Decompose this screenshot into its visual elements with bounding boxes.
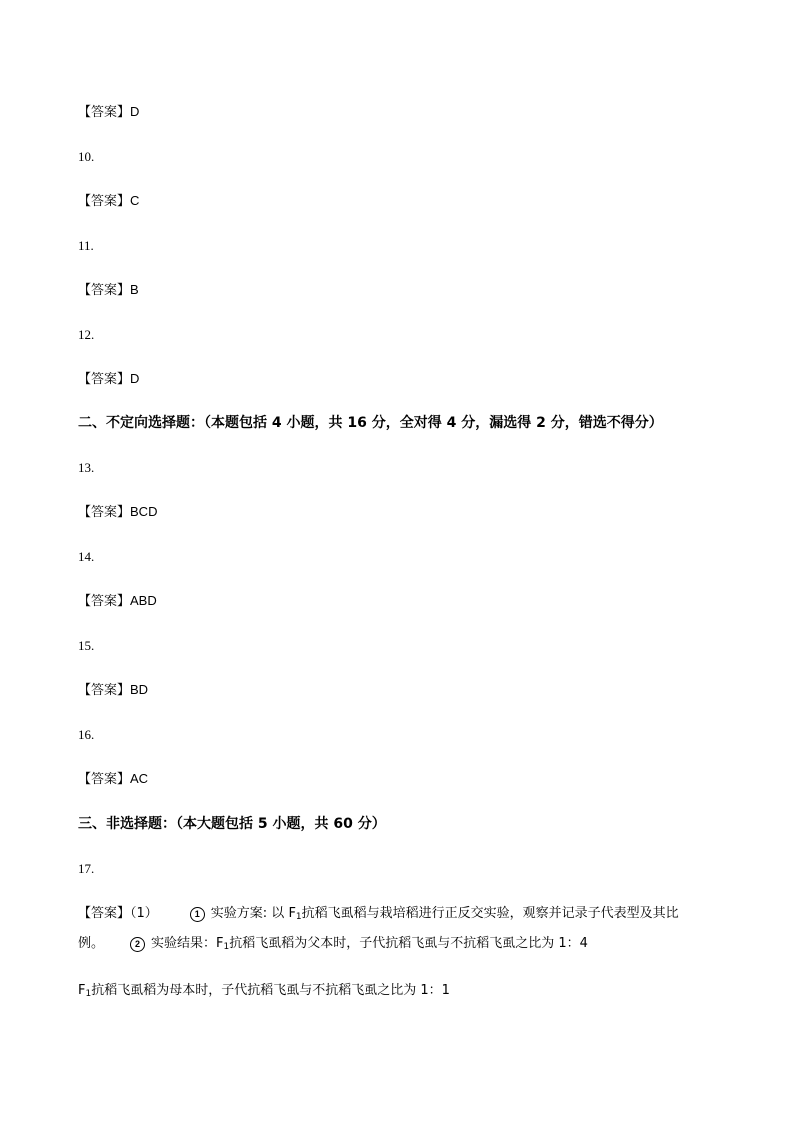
section-heading: 二、不定向选择题：（本题包括 4 小题，共 16 分，全对得 4 分，漏选得 2 分，错选不得分） (78, 415, 663, 431)
answer-label: 【答案】 (78, 105, 131, 120)
answer-line (78, 771, 148, 788)
answer-label: 【答案】 (78, 906, 131, 921)
circled-number-2: 2 (130, 937, 145, 952)
answer-line (78, 282, 139, 299)
question-number: 15. (78, 638, 95, 653)
answer-line (78, 193, 139, 210)
answer-value: AC (130, 771, 149, 786)
answer-value: D (130, 371, 140, 386)
answer-value: BD (130, 682, 149, 697)
answer-label: 【答案】 (78, 594, 131, 609)
answer-label: 【答案】 (78, 772, 131, 787)
plan-text: 抗稻飞虱稻与栽培稻进行正反交实验，观察并记录子代表型及其比 (301, 906, 679, 921)
question-number: 17. (78, 861, 95, 876)
question-number: 11. (78, 238, 94, 253)
result-text: 抗稻飞虱稻为父本时，子代抗稻飞虱与不抗稻飞虱之比为 1：4 (229, 936, 588, 951)
question-number: 10. (78, 149, 95, 164)
answer-value: C (130, 193, 140, 208)
plan-prefix: 实验方案: 以 F (210, 906, 296, 921)
subscript: 1 (85, 989, 92, 999)
question-number: 16. (78, 727, 95, 742)
answer-label: 【答案】 (78, 194, 131, 209)
answer-value: BCD (130, 504, 158, 519)
plan-continuation: 例。 (78, 936, 105, 951)
answer-label: 【答案】 (78, 505, 131, 520)
subscript: 1 (295, 912, 302, 922)
question-number: 13. (78, 460, 95, 475)
question-number: 14. (78, 549, 95, 564)
answer-value: D (130, 104, 140, 119)
answer-paragraph-line-3 (78, 983, 450, 1002)
answer-paragraph-line-1 (78, 906, 679, 925)
subscript: 1 (223, 942, 230, 952)
answer-label: 【答案】 (78, 283, 131, 298)
part-number: （1） (130, 906, 158, 921)
result-prefix: 实验结果：F (151, 936, 224, 951)
question-number: 12. (78, 327, 95, 342)
circled-number-1: 1 (190, 907, 205, 922)
last-prefix: F (78, 983, 86, 998)
answer-line (78, 104, 139, 121)
answer-value: B (130, 282, 139, 297)
section-heading: 三、非选择题：（本大题包括 5 小题，共 60 分） (78, 816, 386, 832)
answer-line (78, 593, 157, 610)
answer-line (78, 682, 148, 699)
answer-line (78, 504, 157, 521)
answer-label: 【答案】 (78, 372, 131, 387)
answer-line (78, 371, 139, 388)
answer-value: ABD (130, 593, 157, 608)
answer-label: 【答案】 (78, 683, 131, 698)
answer-paragraph-line-2 (78, 936, 588, 955)
last-text: 抗稻飞虱稻为母本时，子代抗稻飞虱与不抗稻飞虱之比为 1：1 (91, 983, 450, 998)
